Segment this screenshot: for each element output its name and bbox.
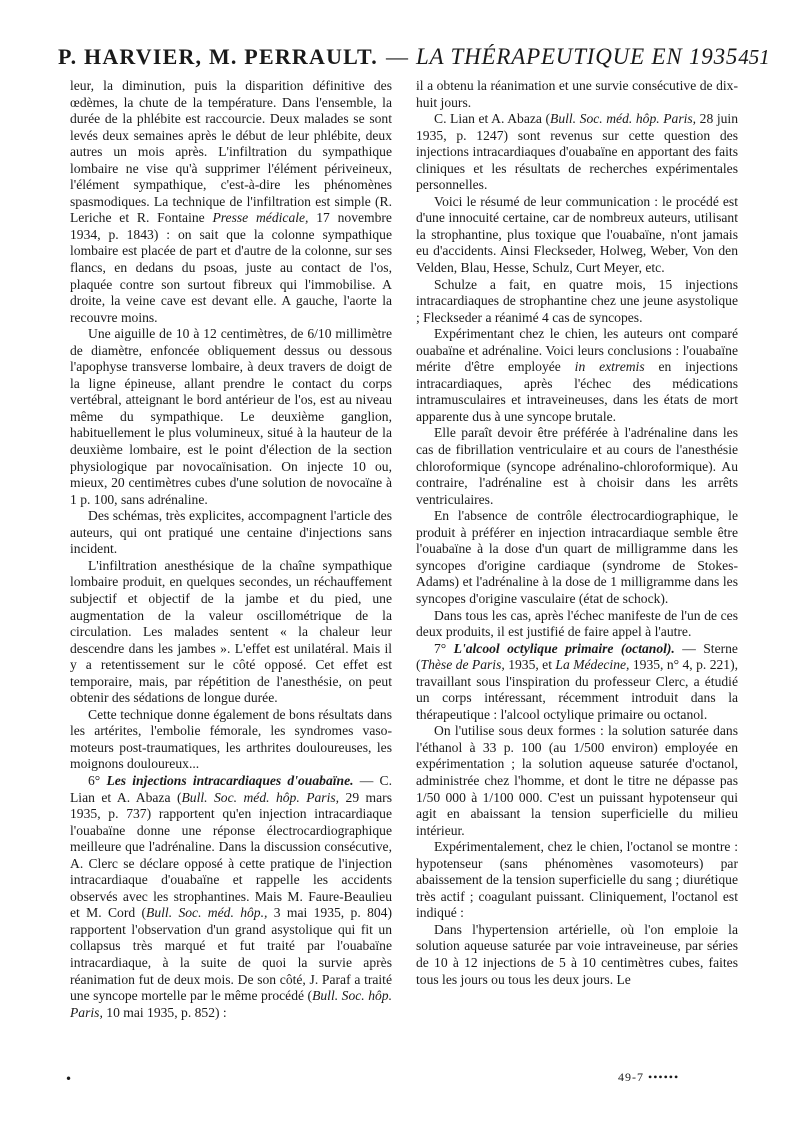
text-run: Expérimentant chez le chien, les auteurs ont comparé ouabaïne et adrénaline. Voici leurs conclusions : l'ouabaïne mérite d'être employée bbox=[416, 326, 738, 375]
text-run: 17 novembre 1934, p. 1843) : on sait que la colonne sympathique lombaire est placée de part et d'autre de la colonne, sur ses flancs, en dedans du psoas, juste au contact de l'os, plaquée contre son surtout fibreux qui l'immobilise. A droite, la veine cave est devant elle. A gauche, l'aorte la recouvre moins. bbox=[70, 210, 392, 325]
paragraph: Voici le résumé de leur communication : le procédé est d'une innocuité certaine, car de nombreux auteurs, utilisant la strophantine, plus toxique que l'ouabaïne, n'ont jamais eu d'accidents. Ainsi Fleckseder, Holweg, Weber, Von den Velden, Blau, Hesse, Schulz, Curt Meyer, etc. bbox=[416, 193, 738, 276]
paragraph bbox=[416, 111, 738, 194]
paragraph: On l'utilise sous deux formes : la solution saturée dans l'éthanol à 33 p. 100 (au 1/500 environ) employée en expérimentation ; la solution aqueuse saturée d'octanol, administrée chez l'homme, et dont le titre ne dépasse pas 1/50 000 à 1/100 000. C'est un puissant hypotenseur qui agit en abaissant la tension superficielle du milieu intérieur. bbox=[416, 723, 738, 838]
paragraph: Cette technique donne également de bons résultats dans les artérites, l'embolie fémorale, les syndromes vaso-moteurs post-traumatiques, les arthrites douloureuses, les moignons douloureux... bbox=[70, 706, 392, 772]
running-header bbox=[58, 44, 770, 78]
section-heading: L'alcool octylique primaire (octanol). bbox=[453, 640, 675, 656]
citation: Bull. Soc. méd. hôp. Paris, bbox=[181, 789, 340, 805]
header-left bbox=[58, 44, 738, 70]
header-title: LA THÉRAPEUTIQUE EN 1935 bbox=[415, 44, 739, 69]
citation: Presse médicale, bbox=[212, 210, 309, 226]
header-separator: — bbox=[385, 44, 408, 69]
right-column bbox=[416, 78, 738, 988]
text-run: leur, la diminution, puis la disparition définitive des œdèmes, la chute de la température. Dans l'ensemble, la durée de la phlébite est raccourcie. Deux malades se sont levés deux semaines après le début de leur phlébite, deux autres un mois après. L'infiltration du sympathique lombaire ne vise qu'à supprimer l'élément périveineux, l'élément sympathique, c'est-à-dire les phénomènes spasmodiques. La technique de l'infiltration est simple (R. Leriche et R. Fontaine bbox=[70, 78, 392, 226]
text-run: 28 juin 1935, p. 1247) sont revenus sur cette question des injections intracardiaques d'ouabaïne en apportant des faits cliniques et les résultats de recherches expérimentales personnelles. bbox=[416, 111, 738, 193]
section-heading: Les injections intracardiaques d'ouabaïne. bbox=[106, 772, 354, 788]
text-run: 29 mars 1935, p. 737) rapportent qu'en injection intracardiaque l'ouabaïne donne une réponse électrocardiographique meilleure que l'adrénaline. Dans la discussion consécutive, A. Clerc se déclare opposé à cette pratique de l'injection intracardiaque d'ouabaïne et rappelle les accidents observés avec les strophantines. Mais M. Faure-Beaulieu et M. Cord ( bbox=[70, 789, 392, 921]
text-run: — Sterne ( bbox=[416, 640, 738, 673]
paragraph: il a obtenu la réanimation et une survie consécutive de dix-huit jours. bbox=[416, 78, 738, 110]
text-run: — C. Lian et A. Abaza ( bbox=[70, 772, 392, 805]
paragraph: Schulze a fait, en quatre mois, 15 injections intracardiaques de strophantine chez une jeune asystolique ; Fleckseder a réanimé 4 cas de syncopes. bbox=[416, 276, 738, 325]
paragraph: Expérimentalement, chez le chien, l'octanol se montre : hypotenseur (sans phénomènes vasomoteurs) par abaissement de la tension superficielle du sang ; diurétique très actif ; coagulant puissant. Cliniquement, l'octanol est indiqué : bbox=[416, 839, 738, 921]
page-number: 451 bbox=[738, 45, 770, 69]
header-authors: P. HARVIER, M. PERRAULT. bbox=[58, 44, 378, 69]
citation: Thèse de Paris, bbox=[420, 657, 505, 673]
paragraph: L'infiltration anesthésique de la chaîne sympathique lombaire produit, en quelques secondes, un réchauffement subjectif et objectif de la jambe et du pied, une augmentation de la valeur oscillométrique de la circulation. Les malades sentent « la chaleur leur descendre dans les jambes ». L'effet est unilatéral. Mais il y a retentissement sur le côté opposé. Cet effet est temporaire, mais, par répétition de l'anesthésie, on peut obtenir des sédations de longue durée. bbox=[70, 557, 392, 706]
text-run: 10 mai 1935, p. 852) : bbox=[106, 1004, 227, 1020]
citation: Bull. Soc. hôp. Paris, bbox=[70, 988, 392, 1020]
text-run: 1935, et bbox=[508, 657, 552, 673]
paragraph: Elle paraît devoir être préférée à l'adrénaline dans les cas de fibrillation ventriculaire et au cours de l'anesthésie chloroformique (syncope adrénalino-chloroformique). Au contraire, l'adrénaline est à choisir dans les arrêts ventriculaires. bbox=[416, 425, 738, 507]
text-run: C. Lian et A. Abaza ( bbox=[434, 111, 551, 127]
section-number: 6° bbox=[88, 772, 101, 788]
section-paragraph bbox=[70, 773, 392, 1021]
text-run: 3 mai 1935, p. 804) rapportent l'observation d'un grand asystolique qui fit un collapsus très marqué et fut traité par l'ouabaïne intracardiaque, à la suite de quoi la survie après réanimation fut de deux mois. De son côté, J. Paraf a traité une syncope mortelle par le même procédé ( bbox=[70, 905, 392, 1004]
paragraph bbox=[416, 326, 738, 425]
latin-phrase: in extremis bbox=[574, 359, 645, 375]
footer-mark: • bbox=[65, 1072, 73, 1086]
paragraph: Une aiguille de 10 à 12 centimètres, de 6/10 millimètre de diamètre, enfoncée obliquement dessus ou dessous l'apophyse transverse lombaire, à deux travers de doigt de la ligne épineuse, allant prendre le contact du corps vertébral, atteignant le bord antérieur de l'os, est au niveau même du sympathique. Le deuxième ganglion, habituellement le plus volumineux, situé à la hauteur de la deuxième lombaire, est le point d'élection de la section physiologique par novocaïnisation. On injecte 10 ou, mieux, 20 centimètres cubes d'une solution de novocaïne à 1 p. 100, sans adrénaline. bbox=[70, 326, 392, 507]
printer-signature: 49-7 •••••• bbox=[618, 1070, 680, 1084]
citation: Bull. Soc. méd. hôp. Paris, bbox=[550, 111, 697, 127]
citation: La Médecine, bbox=[555, 657, 630, 673]
paragraph: En l'absence de contrôle électrocardiographique, le produit à préférer en injection intracardiaque semble être l'ouabaïne à la dose d'un quart de milligramme dans les syncopes d'origine cardiaque (syndrome de Stokes-Adams) et l'adrénaline à la dose de 1 milligramme dans les syncopes d'origine vasculaire (état de schock). bbox=[416, 508, 738, 606]
paragraph: Dans tous les cas, après l'échec manifeste de l'un de ces deux produits, il est justifié de faire appel à l'autre. bbox=[416, 607, 738, 640]
citation: Bull. Soc. méd. hôp., bbox=[146, 905, 268, 921]
left-column bbox=[70, 78, 392, 1021]
section-paragraph bbox=[416, 641, 738, 724]
paragraph: Des schémas, très explicites, accompagnent l'article des auteurs, qui ont pratiqué une centaine d'injections sans incident. bbox=[70, 508, 392, 557]
paragraph bbox=[70, 78, 392, 326]
section-number: 7° bbox=[434, 640, 447, 656]
text-run: en injections intracardiaques, après l'échec des médications intramusculaires et intraveineuses, dans les états de mort apparente dus à une syncope brutale. bbox=[416, 359, 738, 424]
text-run: 1935, n° 4, p. 221), travaillant sous l'inspiration du professeur Clerc, a étudié un corps intéressant, récemment introduit dans la thérapeutique : l'alcool octylique primaire ou octanol. bbox=[416, 657, 739, 722]
paragraph: Dans l'hypertension artérielle, où l'on emploie la solution aqueuse saturée par voie intraveineuse, par séries de 10 à 12 injections de 5 à 10 centimètres cubes, faites tous les jours ou tous les deux jours. Le bbox=[416, 921, 738, 987]
